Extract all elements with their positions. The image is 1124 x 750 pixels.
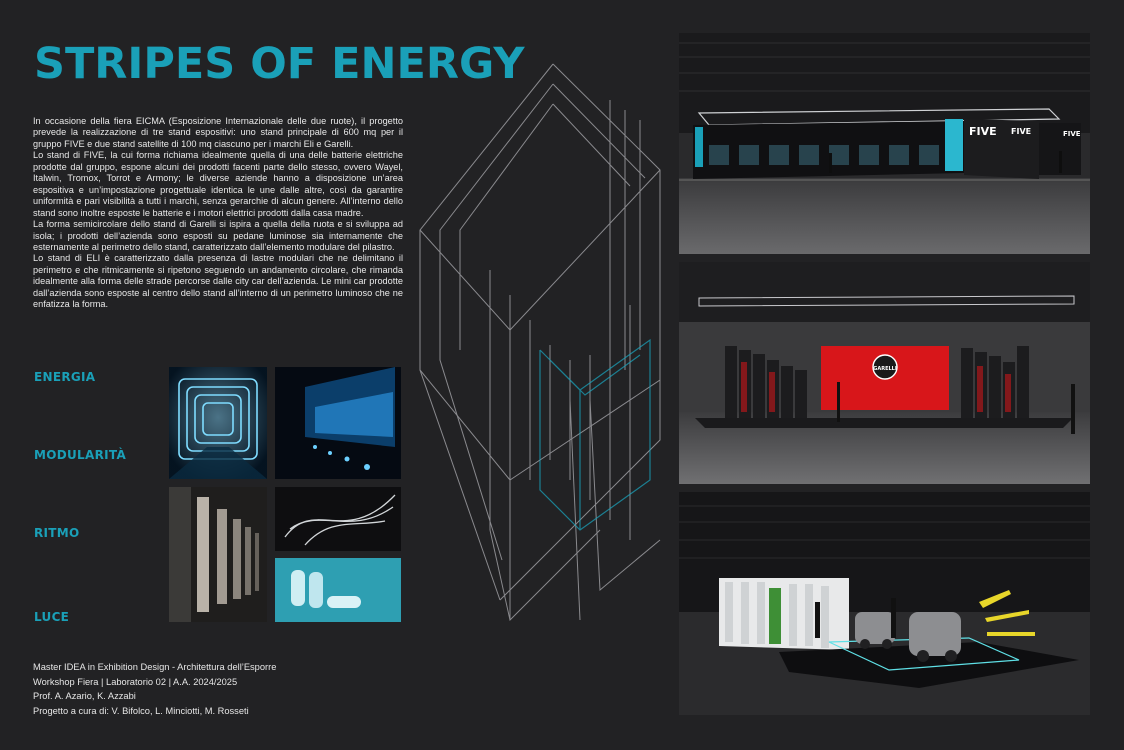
render-eli-stand xyxy=(679,492,1090,715)
credits-professors: Prof. A. Azario, K. Azzabi xyxy=(33,691,136,701)
render-five-stand xyxy=(679,33,1090,254)
paragraph-eli: Lo stand di ELI è caratterizzato dalla presenza di lastre modulari che ne delimitano il perimetro e che ritmicamente si ripetono seguendo un andamento circolare, che rimanda idealmente alla forma delle strade percorse dalle city car dell’azienda. Le mini car prodotte dall’azienda sono esposte al centro dello stand all’interno di un perimetro luminoso che ne enfatizza la forma. xyxy=(33,253,403,310)
keyword-modularita: MODULARITÀ xyxy=(34,448,127,462)
mood-photo-blue-wall xyxy=(275,367,401,479)
render-garelli-stand xyxy=(679,262,1090,484)
five-sign-b: FIVE xyxy=(1063,130,1081,138)
five-sign-a: FIVE xyxy=(1011,127,1032,136)
credits xyxy=(33,660,276,718)
paragraph-five: Lo stand di FIVE, la cui forma richiama idealmente quella di una delle batterie elettriche prodotte dal gruppo, espone alcuni dei prodotti facenti parte dello stesso, ovvero Wayel, Italwin, Tromox, Torrot e Armony; le diverse aziende hanno a disposizione un’area espositiva e un’impostazione progettuale identica le une dalle altre, così da garantire uniformità e pari visibilità a tutti i marchi, senza gerarchie di alcun genere. All’interno dello stand sono inoltre esposte le batterie e i motori elettrici prodotti dalla casa madre. xyxy=(33,150,403,218)
mood-photo-light-tunnel xyxy=(169,367,267,479)
credits-authors: Progetto a cura di: V. Bifolco, L. Minciotti, M. Rosseti xyxy=(33,705,249,716)
mood-photo-pillars xyxy=(169,487,267,622)
five-main-logo: FIVE xyxy=(969,125,997,138)
paragraph-garelli: La forma semicircolare dello stand di Garelli si ispira a quella della ruota e si sviluppa ad isola; i prodotti dell’azienda sono esposti su pedane luminose sia internamente che esternamente al perimetro dello stand, caratterizzato dall’elemento modulare del pilastro. xyxy=(33,219,403,252)
garelli-logo: GARELLI xyxy=(873,366,897,372)
isometric-wireframe-drawing xyxy=(410,60,680,640)
paragraph-intro: In occasione della fiera EICMA (Esposizione Internazionale delle due ruote), il progetto prevede la realizzazione di tre stand espositivi: uno stand principale di 600 mq per il gruppo FIVE e due stand satellite di 100 mq ciascuno per i marchi Eli e Garelli. xyxy=(33,116,403,149)
credits-master: Master IDEA in Exhibition Design - Architettura dell’Esporre xyxy=(33,662,277,672)
keyword-luce: LUCE xyxy=(34,610,70,624)
credits-workshop: Workshop Fiera | Laboratorio 02 | A.A. 2024/2025 xyxy=(33,676,238,687)
page-title: STRIPES OF ENERGY xyxy=(34,39,525,89)
mood-photo-batteries xyxy=(275,558,401,622)
keyword-ritmo: RITMO xyxy=(34,526,80,540)
keyword-energia: ENERGIA xyxy=(34,370,96,384)
mood-photo-light-trails xyxy=(275,487,401,551)
project-description xyxy=(33,116,403,311)
